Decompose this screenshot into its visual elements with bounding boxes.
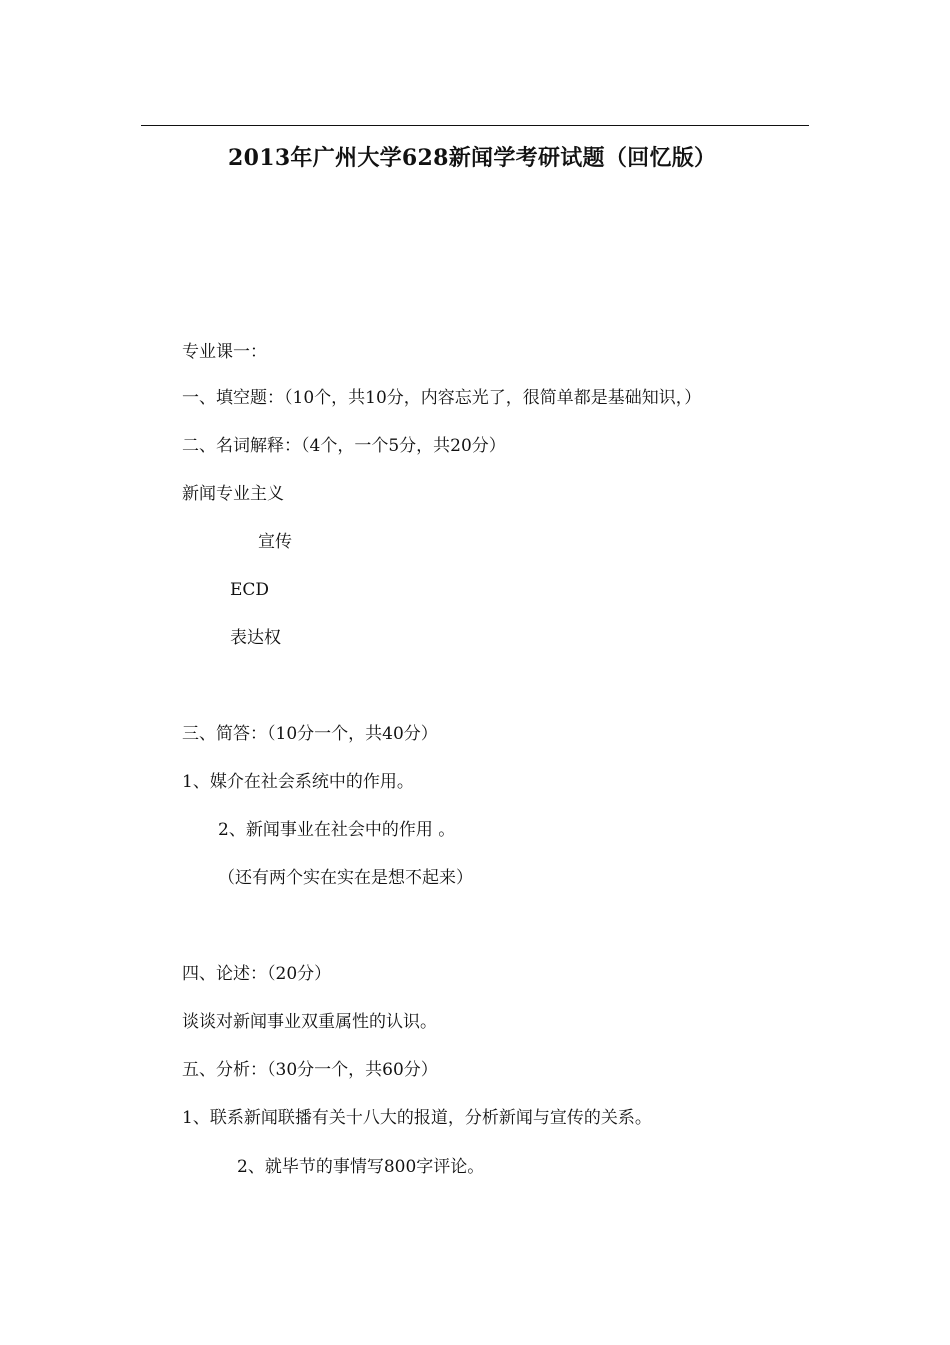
course-heading: 专业课一： bbox=[182, 342, 267, 362]
section-essay: 四、论述：（20分） bbox=[182, 964, 332, 984]
term-item: 新闻专业主义 bbox=[182, 484, 284, 504]
page-title: 2013年广州大学628新闻学考研试题（回忆版） bbox=[228, 145, 717, 171]
header-rule bbox=[141, 125, 809, 126]
short-answer-item: 1、媒介在社会系统中的作用。 bbox=[182, 772, 414, 792]
term-item: 表达权 bbox=[230, 628, 281, 648]
section-fill-in-blank: 一、填空题：（10个，共10分，内容忘光了，很简单都是基础知识，） bbox=[182, 388, 702, 408]
short-answer-item: 2、新闻事业在社会中的作用 。 bbox=[218, 820, 456, 840]
section-term-explanation: 二、名词解释：（4个，一个5分，共20分） bbox=[182, 436, 506, 456]
term-item: ECD bbox=[230, 580, 270, 600]
analysis-item: 1、联系新闻联播有关十八大的报道，分析新闻与宣传的关系。 bbox=[182, 1108, 652, 1128]
term-item: 宣传 bbox=[258, 532, 292, 552]
short-answer-note: （还有两个实在实在是想不起来） bbox=[218, 868, 473, 888]
section-analysis: 五、分析：（30分一个，共60分） bbox=[182, 1060, 438, 1080]
analysis-item: 2、就毕节的事情写800字评论。 bbox=[237, 1157, 485, 1177]
section-short-answer: 三、简答：（10分一个，共40分） bbox=[182, 724, 438, 744]
essay-question: 谈谈对新闻事业双重属性的认识。 bbox=[182, 1012, 437, 1032]
